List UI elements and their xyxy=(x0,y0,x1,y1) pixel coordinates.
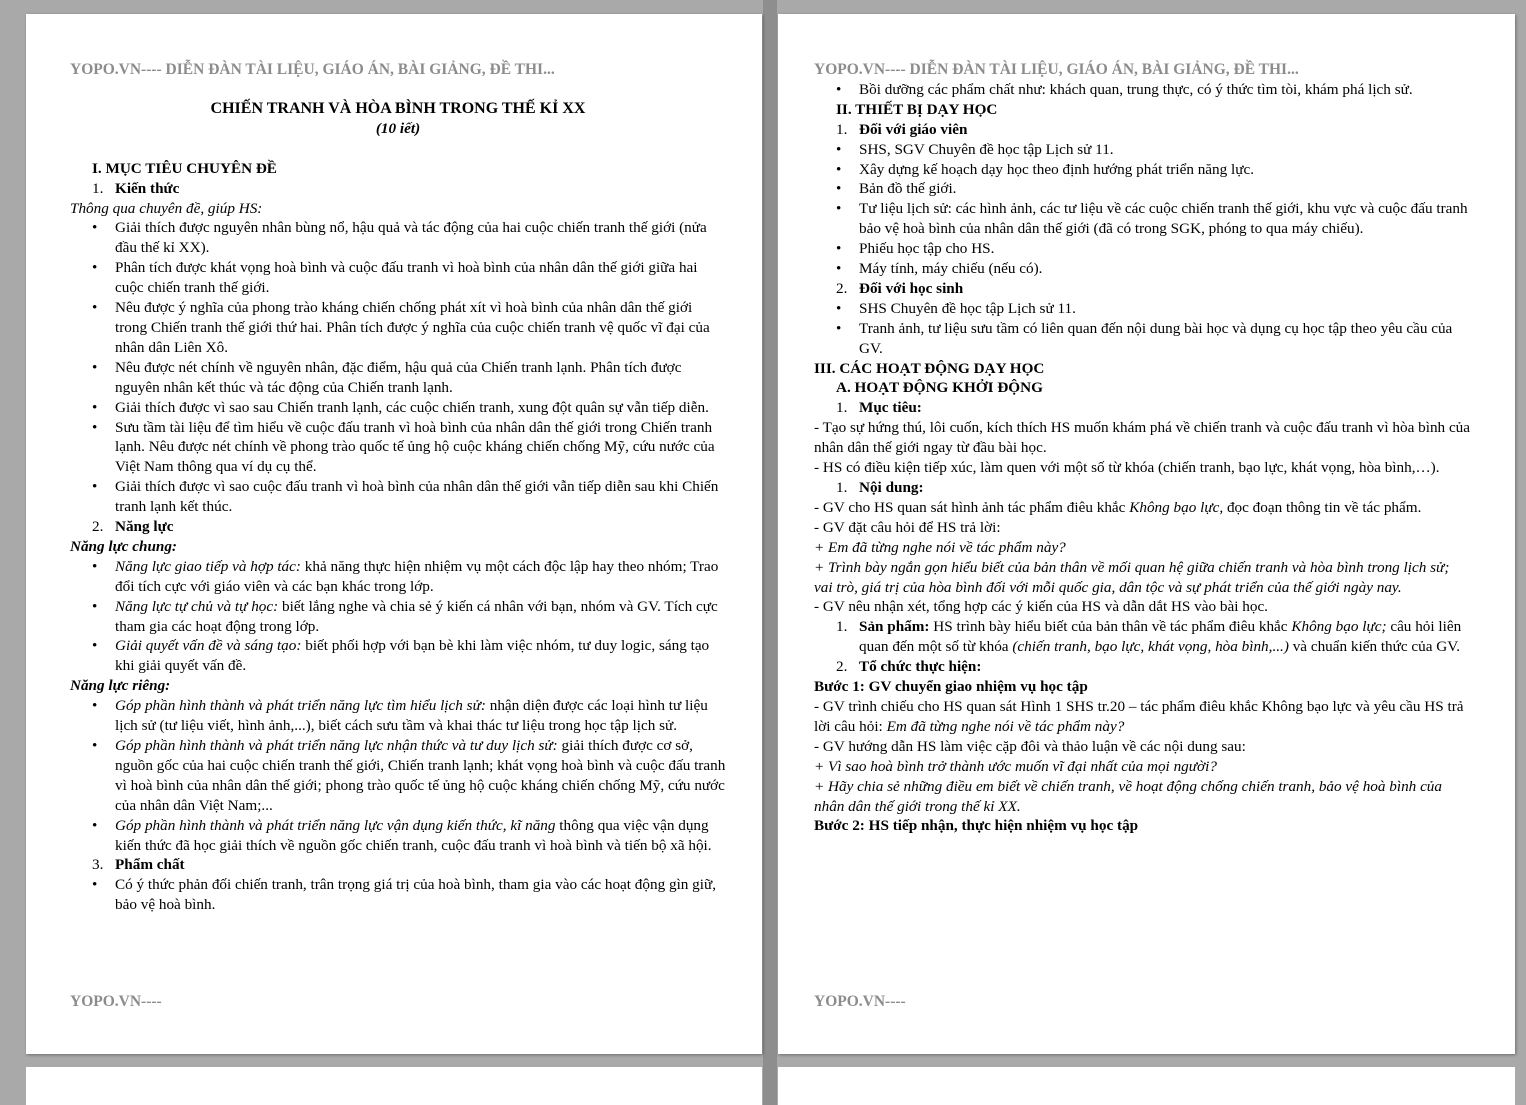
step-1-question: + Hãy chia sẻ những điều em biết về chiến tranh, về hoạt động chống chiến tranh, bảo vệ hoà bình của nhân dân thế giới trong thế kỉ XX. xyxy=(814,777,1442,815)
product-list xyxy=(814,617,1471,657)
step-1-line: - GV trình chiếu cho HS quan sát Hình 1 SHS tr.20 – tác phẩm điêu khắc Không bạo lực và yêu cầu HS trả lời câu hỏi: Em đã từng nghe nói về tác phẩm này? xyxy=(814,697,1464,735)
list-item: • Có ý thức phản đối chiến tranh, trân trọng giá trị của hoà bình, tham gia vào các hoạt động gìn giữ, bảo vệ hoà bình. xyxy=(92,875,726,915)
page-header: YOPO.VN---- DIỄN ĐÀN TÀI LIỆU, GIÁO ÁN, BÀI GIẢNG, ĐỀ THI... xyxy=(814,61,1299,78)
page-header: YOPO.VN---- DIỄN ĐÀN TÀI LIỆU, GIÁO ÁN, BÀI GIẢNG, ĐỀ THI... xyxy=(70,61,555,78)
student-list xyxy=(814,299,1471,359)
list-item: • Tư liệu lịch sử: các hình ảnh, các tư liệu về các cuộc chiến tranh thế giới, khu vực và cuộc đấu tranh bảo vệ hoà bình của nhân dân thế giới (đã có trong SGK, phóng to qua máy chiếu). xyxy=(836,199,1471,239)
goal-line: - HS có điều kiện tiếp xúc, làm quen với một số từ khóa (chiến tranh, bạo lực, khát vọng, hòa bình,…). xyxy=(814,459,1440,477)
list-item: • SHS, SGV Chuyên đề học tập Lịch sử 11. xyxy=(836,140,1471,160)
list-item: • Góp phần hình thành và phát triển năng lực nhận thức và tư duy lịch sử: giải thích được cơ sở, nguồn gốc của hai cuộc chiến tranh thế giới, Chiến tranh lạnh; khát vọng hoà bình và cuộc đấu tranh vì hoà bình của nhân dân thế giới; phong trào quốc tế ủng hộ cuộc kháng chiến chống Mỹ, cứu nước của nhân dân Việt Nam;... xyxy=(92,736,726,816)
specific-competence-label: Năng lực riêng: xyxy=(70,677,171,695)
list-item: • Giải thích được vì sao cuộc đấu tranh vì hoà bình của nhân dân thế giới vẫn tiếp diễn sau khi Chiến tranh lạnh kết thúc. xyxy=(92,477,726,517)
content-question: + Em đã từng nghe nói về tác phẩm này? xyxy=(814,538,1066,556)
list-item: • Bản đồ thế giới. xyxy=(836,179,1471,199)
goal-line: - Tạo sự hứng thú, lôi cuốn, kích thích HS muốn khám phá về chiến tranh và cuộc đấu tranh vì hòa bình của nhân dân thế giới ngay từ đầu bài học. xyxy=(814,419,1471,457)
list-item: • Tranh ảnh, tư liệu sưu tầm có liên quan đến nội dung bài học và dụng cụ học tập theo yêu cầu của GV. xyxy=(836,319,1471,359)
section-heading-equipment: II. THIẾT BỊ DẠY HỌC xyxy=(836,100,998,118)
list-item: • Giải thích được vì sao sau Chiến tranh lạnh, các cuộc chiến tranh, xung đột quân sự vẫn tiếp diễn. xyxy=(92,398,726,418)
list-item: • Năng lực tự chủ và tự học: biết lắng nghe và chia sẻ ý kiến cá nhân với bạn, nhóm và GV. Tích cực tham gia các hoạt động trong lớp. xyxy=(92,597,726,637)
section-heading-activities: III. CÁC HOẠT ĐỘNG DẠY HỌC xyxy=(814,359,1045,377)
general-competence-list xyxy=(70,557,726,676)
document-subtitle: (10 iết) xyxy=(375,119,421,137)
next-page-right xyxy=(778,1067,1515,1105)
next-page-left xyxy=(26,1067,762,1105)
step-1-heading: Bước 1: GV chuyển giao nhiệm vụ học tập xyxy=(814,678,1088,696)
subheading-activity-a: A. HOẠT ĐỘNG KHỞI ĐỘNG xyxy=(836,379,1043,397)
subheading-organization: 2. Tổ chức thực hiện: xyxy=(836,658,982,676)
list-item: • Nêu được ý nghĩa của phong trào kháng chiến chống phát xít vì hoà bình của nhân dân thế giới trong Chiến tranh thế giới thứ hai. Phân tích được ý nghĩa của cuộc chiến tranh vệ quốc vĩ đại của nhân dân Liên Xô. xyxy=(92,298,726,358)
subheading-quality: 3. Phẩm chất xyxy=(92,856,185,874)
quality-list xyxy=(70,875,726,915)
general-competence-label: Năng lực chung: xyxy=(70,537,177,555)
document-page-right xyxy=(778,14,1515,1054)
content-line: - GV cho HS quan sát hình ảnh tác phẩm điêu khắc Không bạo lực, đọc đoạn thông tin về tác phẩm. xyxy=(814,498,1422,516)
content-line: - GV nêu nhận xét, tổng hợp các ý kiến của HS và dẫn dắt HS vào bài học. xyxy=(814,598,1268,616)
subheading-competence: 2. Năng lực xyxy=(92,518,174,536)
page-left-content xyxy=(70,60,726,915)
quality-list-continued xyxy=(814,80,1471,100)
list-item: • Góp phần hình thành và phát triển năng lực tìm hiểu lịch sử: nhận diện được các loại hình tư liệu lịch sử (tư liệu viết, hình ảnh,...), biết cách sưu tầm và khai thác tư liệu trong học tập lịch sử. xyxy=(92,696,726,736)
list-item: • Phân tích được khát vọng hoà bình và cuộc đấu tranh vì hoà bình của nhân dân thế giới giữa hai cuộc chiến tranh thế giới. xyxy=(92,258,726,298)
knowledge-list xyxy=(70,218,726,517)
page-gutter xyxy=(763,0,777,1105)
list-item: • Xây dựng kế hoạch dạy học theo định hướng phát triển năng lực. xyxy=(836,160,1471,180)
page-footer: YOPO.VN---- xyxy=(814,993,906,1010)
subheading-student: 2. Đối với học sinh xyxy=(836,279,964,297)
list-item: • Góp phần hình thành và phát triển năng lực vận dụng kiến thức, kĩ năng thông qua việc vận dụng kiến thức đã học giải thích về nguồn gốc chiến tranh, cuộc đấu tranh vì hoà bình và tiến bộ xã hội. xyxy=(92,816,726,856)
list-item: • Máy tính, máy chiếu (nếu có). xyxy=(836,259,1471,279)
list-item: • Năng lực giao tiếp và hợp tác: khả năng thực hiện nhiệm vụ một cách độc lập hay theo nhóm; Trao đổi tích cực với giáo viên và các bạn khác trong lớp. xyxy=(92,557,726,597)
list-item: • Giải quyết vấn đề và sáng tạo: biết phối hợp với bạn bè khi làm việc nhóm, tư duy logic, sáng tạo khi giải quyết vấn đề. xyxy=(92,636,726,676)
list-item: • Nêu được nét chính về nguyên nhân, đặc điểm, hậu quả của Chiến tranh lạnh. Phân tích được nguyên nhân kết thúc và tác động của Chiến tranh lạnh. xyxy=(92,358,726,398)
list-item: • Bồi dưỡng các phẩm chất như: khách quan, trung thực, có ý thức tìm tòi, khám phá lịch sử. xyxy=(836,80,1471,100)
page-footer: YOPO.VN---- xyxy=(70,993,162,1010)
subheading-knowledge: 1. Kiến thức xyxy=(92,179,180,197)
document-page-left xyxy=(26,14,762,1054)
document-title: CHIẾN TRANH VÀ HÒA BÌNH TRONG THẾ KỈ XX xyxy=(210,99,586,117)
subheading-teacher: 1. Đối với giáo viên xyxy=(836,120,968,138)
list-item: • Phiếu học tập cho HS. xyxy=(836,239,1471,259)
specific-competence-list xyxy=(70,696,726,855)
content-question: + Trình bày ngắn gọn hiểu biết của bản thân về mối quan hệ giữa chiến tranh và hòa bình trong lịch sử; vai trò, giá trị của hòa bình đối với mỗi quốc gia, dân tộc và sự phát triển của thế giới ngày nay. xyxy=(814,558,1450,596)
step-1-line: - GV hướng dẫn HS làm việc cặp đôi và thảo luận về các nội dung sau: xyxy=(814,737,1246,755)
list-item: • Sưu tầm tài liệu để tìm hiểu về cuộc đấu tranh vì hoà bình của nhân dân thế giới trong Chiến tranh lạnh. Nêu được nét chính về phong trào quốc tế ủng hộ cuộc kháng chiến chống Mỹ, cứu nước của Việt Nam thông qua ví dụ cụ thể. xyxy=(92,418,726,478)
step-2-heading: Bước 2: HS tiếp nhận, thực hiện nhiệm vụ học tập xyxy=(814,817,1139,835)
teacher-list xyxy=(814,140,1471,279)
subheading-goal: 1. Mục tiêu: xyxy=(836,399,922,417)
product-item: 1. Sản phẩm: HS trình bày hiểu biết của bản thân về tác phẩm điêu khắc Không bạo lực; câu hỏi liên quan đến một số từ khóa (chiến tranh, bạo lực, khát vọng, hòa bình,...) và chuẩn kiến thức của GV. xyxy=(836,618,1462,656)
list-item: • Giải thích được nguyên nhân bùng nổ, hậu quả và tác động của hai cuộc chiến tranh thế giới (nửa đầu thế kỉ XX). xyxy=(92,218,726,258)
subheading-content: 1. Nội dung: xyxy=(836,479,924,497)
list-item: • SHS Chuyên đề học tập Lịch sử 11. xyxy=(836,299,1471,319)
step-1-question: + Vì sao hoà bình trở thành ước muốn vĩ đại nhất của mọi người? xyxy=(814,757,1217,775)
content-line: - GV đặt câu hỏi để HS trả lời: xyxy=(814,518,1001,536)
section-heading-objectives: I. MỤC TIÊU CHUYÊN ĐỀ xyxy=(92,159,277,177)
intro-text: Thông qua chuyên đề, giúp HS: xyxy=(70,199,263,217)
page-right-content xyxy=(814,60,1471,836)
